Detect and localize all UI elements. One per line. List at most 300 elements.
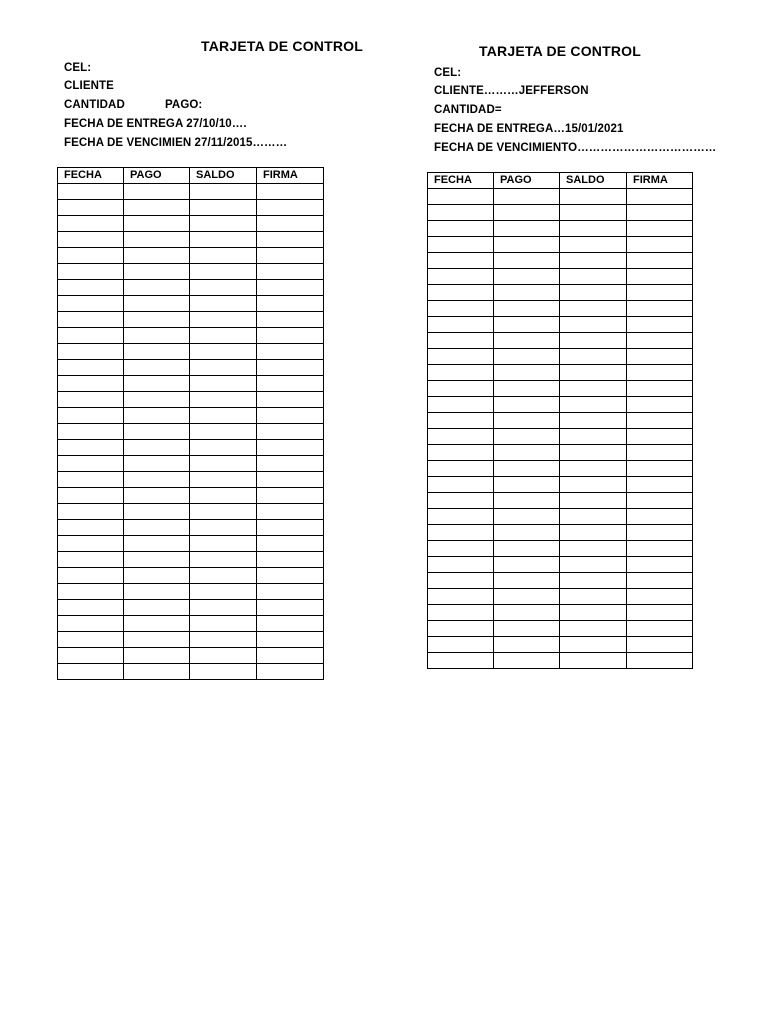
cell-saldo [560, 557, 627, 573]
cell-fecha [428, 541, 494, 557]
cell-fecha [58, 488, 124, 504]
table-row [58, 472, 324, 488]
cell-fecha [428, 381, 494, 397]
cell-firma [257, 520, 324, 536]
table-row [428, 189, 693, 205]
table-row [428, 605, 693, 621]
cell-saldo [560, 541, 627, 557]
cell-pago [494, 365, 560, 381]
cell-saldo [560, 429, 627, 445]
cell-fecha [58, 552, 124, 568]
cell-firma [257, 376, 324, 392]
cell-saldo [560, 269, 627, 285]
cell-saldo [560, 349, 627, 365]
cell-saldo [190, 216, 257, 232]
cell-firma [627, 349, 693, 365]
cell-saldo [190, 552, 257, 568]
cell-fecha [428, 253, 494, 269]
cell-fecha [58, 632, 124, 648]
cell-saldo [190, 584, 257, 600]
cell-saldo [560, 189, 627, 205]
cell-fecha [58, 312, 124, 328]
cell-fecha [428, 509, 494, 525]
cell-firma [627, 589, 693, 605]
table-row [428, 509, 693, 525]
cell-saldo [190, 568, 257, 584]
table-row [58, 344, 324, 360]
column-header-saldo: SALDO [560, 173, 627, 189]
cell-firma [257, 456, 324, 472]
cell-fecha [58, 568, 124, 584]
cell-pago [494, 605, 560, 621]
cell-firma [627, 429, 693, 445]
cell-fecha [428, 285, 494, 301]
table-row [428, 557, 693, 573]
table-row [58, 584, 324, 600]
cell-saldo [190, 344, 257, 360]
table-row [428, 237, 693, 253]
table-row [428, 285, 693, 301]
cell-pago [124, 472, 190, 488]
cell-fecha [58, 456, 124, 472]
cell-fecha [58, 664, 124, 680]
cell-saldo [560, 605, 627, 621]
cell-saldo [190, 312, 257, 328]
cell-pago [494, 445, 560, 461]
cell-firma [627, 269, 693, 285]
cell-firma [257, 568, 324, 584]
cell-pago [124, 504, 190, 520]
table-row [58, 280, 324, 296]
table-row [58, 264, 324, 280]
cell-pago [494, 269, 560, 285]
cell-pago [494, 621, 560, 637]
cell-fecha [58, 536, 124, 552]
cell-saldo [190, 200, 257, 216]
cell-fecha [58, 360, 124, 376]
cell-pago [494, 221, 560, 237]
cell-fecha [58, 248, 124, 264]
cell-fecha [428, 525, 494, 541]
cell-pago [124, 552, 190, 568]
column-header-pago: PAGO [124, 168, 190, 184]
cell-firma [627, 525, 693, 541]
table-row [428, 381, 693, 397]
table-row [58, 408, 324, 424]
column-header-pago: PAGO [494, 173, 560, 189]
table-row [428, 477, 693, 493]
cell-pago [494, 653, 560, 669]
table-row [58, 664, 324, 680]
cell-pago [494, 237, 560, 253]
cell-saldo [560, 365, 627, 381]
table-row [58, 424, 324, 440]
cell-fecha [428, 189, 494, 205]
cell-fecha [428, 221, 494, 237]
table-row [58, 184, 324, 200]
cell-saldo [560, 205, 627, 221]
right-fecha-vencimiento: FECHA DE VENCIMIENTO……………………………… [434, 142, 717, 154]
cell-firma [257, 248, 324, 264]
left-cel-label: CEL: [64, 62, 92, 74]
table-row [58, 488, 324, 504]
cell-fecha [428, 589, 494, 605]
cell-fecha [428, 573, 494, 589]
cell-pago [494, 509, 560, 525]
table-row [428, 253, 693, 269]
cell-firma [257, 488, 324, 504]
cell-saldo [560, 413, 627, 429]
cell-firma [257, 472, 324, 488]
table-row [428, 653, 693, 669]
cell-firma [627, 445, 693, 461]
table-row [428, 621, 693, 637]
cell-firma [627, 397, 693, 413]
table-header-row [428, 173, 693, 189]
left-pago-label: PAGO: [165, 99, 203, 111]
cell-fecha [58, 616, 124, 632]
cell-firma [257, 408, 324, 424]
cell-saldo [560, 445, 627, 461]
cell-pago [124, 616, 190, 632]
cell-pago [124, 408, 190, 424]
cell-firma [257, 424, 324, 440]
cell-saldo [560, 509, 627, 525]
cell-fecha [428, 333, 494, 349]
table-row [58, 248, 324, 264]
cell-pago [124, 440, 190, 456]
cell-pago [124, 392, 190, 408]
cell-firma [257, 344, 324, 360]
cell-pago [494, 637, 560, 653]
table-row [58, 648, 324, 664]
cell-pago [124, 312, 190, 328]
cell-firma [627, 237, 693, 253]
table-row [58, 376, 324, 392]
table-row [428, 205, 693, 221]
cell-firma [627, 573, 693, 589]
cell-firma [257, 664, 324, 680]
table-row [428, 637, 693, 653]
table-row [58, 520, 324, 536]
table-row [428, 221, 693, 237]
cell-pago [124, 600, 190, 616]
cell-fecha [58, 232, 124, 248]
cell-fecha [58, 424, 124, 440]
cell-saldo [560, 493, 627, 509]
left-fecha-entrega: FECHA DE ENTREGA 27/10/10…. [64, 118, 247, 130]
cell-saldo [190, 456, 257, 472]
cell-firma [257, 280, 324, 296]
cell-saldo [190, 632, 257, 648]
left-cantidad-label: CANTIDAD [64, 99, 125, 111]
table-row [428, 365, 693, 381]
cell-firma [257, 296, 324, 312]
cell-firma [627, 285, 693, 301]
cell-fecha [58, 504, 124, 520]
cell-saldo [190, 264, 257, 280]
cell-firma [627, 477, 693, 493]
cell-firma [627, 557, 693, 573]
cell-pago [494, 317, 560, 333]
cell-pago [124, 216, 190, 232]
cell-saldo [190, 536, 257, 552]
cell-saldo [560, 397, 627, 413]
cell-fecha [58, 440, 124, 456]
cell-pago [124, 344, 190, 360]
cell-firma [257, 552, 324, 568]
cell-saldo [560, 525, 627, 541]
table-header-row [58, 168, 324, 184]
cell-pago [124, 264, 190, 280]
cell-firma [627, 205, 693, 221]
table-row [428, 413, 693, 429]
cell-firma [257, 648, 324, 664]
cell-firma [257, 312, 324, 328]
table-row [58, 568, 324, 584]
cell-firma [627, 637, 693, 653]
cell-fecha [428, 301, 494, 317]
table-row [58, 216, 324, 232]
table-row [428, 429, 693, 445]
cell-pago [124, 520, 190, 536]
cell-saldo [190, 408, 257, 424]
table-row [58, 200, 324, 216]
cell-saldo [190, 248, 257, 264]
table-row [58, 616, 324, 632]
cell-pago [124, 232, 190, 248]
cell-firma [627, 461, 693, 477]
cell-fecha [58, 584, 124, 600]
cell-pago [124, 184, 190, 200]
cell-pago [494, 493, 560, 509]
table-row [428, 301, 693, 317]
cell-saldo [190, 488, 257, 504]
column-header-fecha: FECHA [428, 173, 494, 189]
cell-fecha [428, 397, 494, 413]
cell-saldo [190, 424, 257, 440]
table-row [58, 360, 324, 376]
table-row [428, 333, 693, 349]
cell-saldo [190, 232, 257, 248]
cell-pago [124, 424, 190, 440]
cell-fecha [428, 477, 494, 493]
cell-firma [257, 264, 324, 280]
table-row [58, 296, 324, 312]
cell-firma [627, 413, 693, 429]
table-row [428, 493, 693, 509]
cell-fecha [428, 429, 494, 445]
cell-pago [494, 381, 560, 397]
table-row [58, 456, 324, 472]
right-cel-label: CEL: [434, 67, 462, 79]
cell-saldo [190, 360, 257, 376]
cell-firma [627, 493, 693, 509]
cell-pago [124, 360, 190, 376]
cell-pago [494, 429, 560, 445]
right-cantidad-label: CANTIDAD= [434, 104, 502, 116]
right-cliente-label: CLIENTE………JEFFERSON [434, 85, 589, 97]
cell-saldo [190, 280, 257, 296]
cell-pago [494, 461, 560, 477]
cell-pago [494, 477, 560, 493]
cell-firma [257, 216, 324, 232]
cell-pago [124, 632, 190, 648]
cell-pago [494, 205, 560, 221]
table-row [428, 445, 693, 461]
cell-fecha [58, 376, 124, 392]
cell-pago [124, 456, 190, 472]
cell-firma [627, 509, 693, 525]
cell-pago [124, 488, 190, 504]
cell-firma [257, 584, 324, 600]
right-payment-table [427, 172, 693, 669]
cell-fecha [58, 200, 124, 216]
cell-firma [257, 232, 324, 248]
table-row [428, 349, 693, 365]
cell-fecha [58, 296, 124, 312]
cell-fecha [428, 605, 494, 621]
cell-saldo [560, 573, 627, 589]
cell-firma [257, 392, 324, 408]
cell-fecha [58, 472, 124, 488]
table-row [428, 573, 693, 589]
cell-pago [124, 568, 190, 584]
table-row [58, 600, 324, 616]
cell-firma [257, 536, 324, 552]
cell-pago [124, 296, 190, 312]
cell-firma [257, 616, 324, 632]
cell-pago [494, 349, 560, 365]
cell-saldo [190, 376, 257, 392]
table-row [58, 632, 324, 648]
cell-fecha [428, 269, 494, 285]
cell-pago [124, 648, 190, 664]
cell-pago [494, 397, 560, 413]
cell-firma [627, 541, 693, 557]
cell-saldo [560, 637, 627, 653]
cell-saldo [560, 621, 627, 637]
cell-firma [627, 189, 693, 205]
cell-firma [627, 317, 693, 333]
cell-fecha [428, 413, 494, 429]
cell-firma [257, 600, 324, 616]
cell-pago [494, 541, 560, 557]
column-header-firma: FIRMA [627, 173, 693, 189]
cell-fecha [58, 408, 124, 424]
cell-pago [124, 584, 190, 600]
cell-firma [627, 301, 693, 317]
cell-fecha [58, 648, 124, 664]
cell-fecha [428, 557, 494, 573]
table-row [58, 536, 324, 552]
cell-saldo [560, 285, 627, 301]
cell-pago [494, 573, 560, 589]
table-row [58, 312, 324, 328]
cell-saldo [560, 461, 627, 477]
cell-saldo [190, 184, 257, 200]
cell-fecha [428, 317, 494, 333]
cell-pago [124, 328, 190, 344]
cell-saldo [560, 221, 627, 237]
cell-fecha [428, 493, 494, 509]
cell-firma [627, 653, 693, 669]
column-header-saldo: SALDO [190, 168, 257, 184]
cell-saldo [560, 653, 627, 669]
cell-fecha [428, 621, 494, 637]
cell-fecha [58, 600, 124, 616]
cell-saldo [560, 333, 627, 349]
table-row [58, 440, 324, 456]
cell-firma [627, 381, 693, 397]
cell-pago [494, 589, 560, 605]
cell-fecha [428, 237, 494, 253]
column-header-firma: FIRMA [257, 168, 324, 184]
cell-firma [627, 621, 693, 637]
cell-pago [124, 664, 190, 680]
cell-saldo [560, 317, 627, 333]
cell-saldo [560, 237, 627, 253]
cell-fecha [58, 344, 124, 360]
cell-firma [627, 333, 693, 349]
cell-saldo [560, 381, 627, 397]
cell-saldo [190, 664, 257, 680]
cell-firma [257, 360, 324, 376]
cell-saldo [560, 253, 627, 269]
cell-pago [124, 280, 190, 296]
right-card-title: TARJETA DE CONTROL [479, 43, 642, 59]
table-row [428, 269, 693, 285]
right-table-body [428, 189, 693, 669]
cell-firma [627, 221, 693, 237]
cell-pago [124, 248, 190, 264]
cell-saldo [190, 296, 257, 312]
cell-saldo [190, 504, 257, 520]
table-row [428, 525, 693, 541]
cell-fecha [428, 205, 494, 221]
cell-saldo [190, 520, 257, 536]
cell-fecha [58, 184, 124, 200]
cell-fecha [428, 637, 494, 653]
left-table-body [58, 184, 324, 680]
table-row [428, 317, 693, 333]
cell-fecha [58, 392, 124, 408]
cell-pago [124, 376, 190, 392]
cell-fecha [58, 328, 124, 344]
cell-firma [257, 632, 324, 648]
cell-pago [494, 285, 560, 301]
cell-saldo [190, 616, 257, 632]
table-row [58, 504, 324, 520]
cell-saldo [190, 392, 257, 408]
cell-pago [494, 253, 560, 269]
cell-pago [494, 333, 560, 349]
cell-fecha [428, 653, 494, 669]
cell-firma [257, 504, 324, 520]
cell-firma [257, 200, 324, 216]
cell-fecha [58, 520, 124, 536]
cell-fecha [428, 445, 494, 461]
table-row [58, 392, 324, 408]
table-row [428, 589, 693, 605]
cell-saldo [190, 472, 257, 488]
cell-pago [494, 557, 560, 573]
cell-fecha [58, 216, 124, 232]
cell-fecha [428, 365, 494, 381]
cell-saldo [560, 589, 627, 605]
table-row [58, 232, 324, 248]
table-row [428, 461, 693, 477]
